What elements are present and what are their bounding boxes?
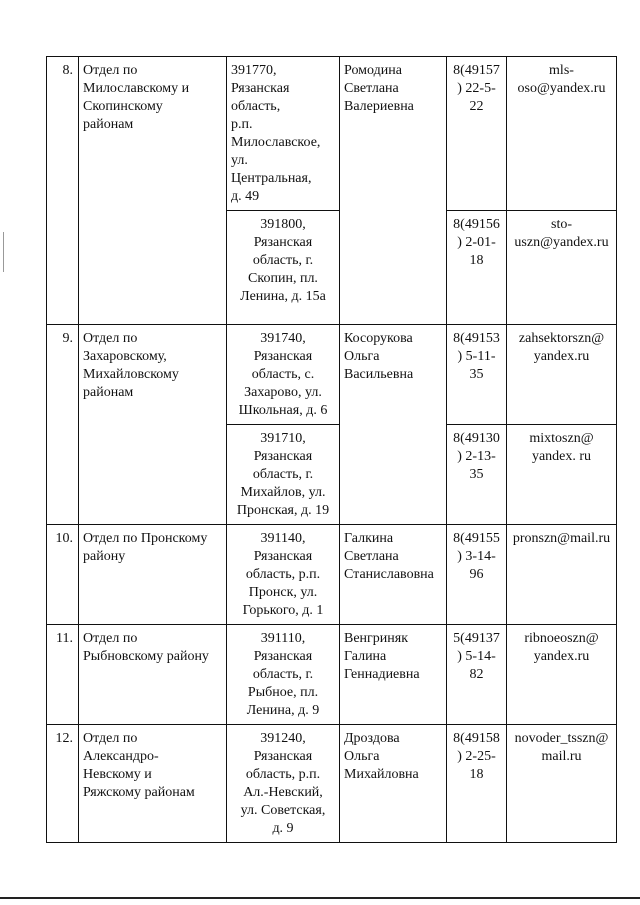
text-line: область, р.п.	[245, 767, 321, 782]
row-number: 8.	[47, 57, 79, 325]
text-line: 35	[469, 367, 484, 382]
text-line: 391770,	[231, 63, 277, 78]
text-line: novoder_tsszn@	[514, 731, 609, 746]
text-line: Галина	[344, 649, 387, 664]
text-line: Васильевна	[344, 367, 414, 382]
text-line: 8(49158	[453, 731, 500, 746]
text-line: ribnoeoszn@	[524, 631, 599, 646]
text-line: Светлана	[344, 81, 399, 96]
text-line: uszn@yandex.ru	[514, 235, 609, 250]
department-name	[79, 625, 227, 725]
text-line: Ольга	[344, 349, 380, 364]
department-address	[227, 325, 340, 425]
text-line: Рязанская	[253, 749, 313, 764]
text-line: Захаровскому,	[83, 349, 167, 364]
text-line: Отдел по Пронскому	[83, 531, 208, 546]
department-address	[227, 625, 340, 725]
department-head	[340, 525, 447, 625]
text-line: Галкина	[344, 531, 394, 546]
text-line: Невскому и	[83, 767, 152, 782]
text-line: д. 49	[231, 189, 260, 204]
text-line: 391710,	[260, 431, 306, 446]
text-line: ) 2-25-	[457, 749, 496, 764]
department-phone	[447, 425, 507, 525]
text-line: ул. Советская,	[240, 803, 326, 818]
department-address	[227, 57, 340, 211]
departments-table	[46, 56, 617, 843]
text-line: область, р.п.	[245, 567, 321, 582]
text-line: Рязанская	[253, 349, 313, 364]
text-line: 22	[469, 99, 484, 114]
text-line: Центральная,	[231, 171, 312, 186]
text-line: Косорукова	[344, 331, 413, 346]
text-line: 8(49156	[453, 217, 500, 232]
text-line: Рыбное, пл.	[247, 685, 319, 700]
text-line: Ал.-Невский,	[243, 785, 323, 800]
text-line: 82	[469, 667, 484, 682]
text-line: область, с.	[251, 367, 315, 382]
table-row	[47, 625, 617, 725]
text-line: Ряжскому районам	[83, 785, 195, 800]
table-row	[47, 57, 617, 211]
department-name	[79, 525, 227, 625]
text-line: 18	[469, 253, 484, 268]
text-line: Отдел по	[83, 631, 138, 646]
text-line: Ольга	[344, 749, 380, 764]
text-line: 391240,	[260, 731, 306, 746]
department-email	[507, 725, 617, 843]
row-number: 11.	[47, 625, 79, 725]
text-line: yandex.ru	[533, 649, 590, 664]
departments-table-body	[47, 57, 617, 843]
text-line: Захарово, ул.	[244, 385, 322, 400]
text-line: Рязанская	[253, 449, 313, 464]
department-head	[340, 625, 447, 725]
text-line: область, г.	[252, 467, 314, 482]
text-line: д. 9	[272, 821, 294, 836]
department-address	[227, 425, 340, 525]
department-phone	[447, 525, 507, 625]
department-phone	[447, 625, 507, 725]
text-line: Михайловскому	[83, 367, 179, 382]
text-line: Милославское,	[231, 135, 321, 150]
text-line: zahsektorszn@	[518, 331, 605, 346]
department-email	[507, 325, 617, 425]
department-email	[507, 525, 617, 625]
department-address	[227, 725, 340, 843]
text-line: районам	[83, 385, 134, 400]
text-line: 8(49153	[453, 331, 500, 346]
text-line: Михайловна	[344, 767, 419, 782]
text-line: Дроздова	[344, 731, 400, 746]
department-email	[507, 57, 617, 211]
text-line: Рязанская	[253, 549, 313, 564]
text-line: 96	[469, 567, 484, 582]
text-line: ) 22-5-	[457, 81, 496, 96]
text-line: Венгриняк	[344, 631, 409, 646]
row-number: 12.	[47, 725, 79, 843]
department-head	[340, 725, 447, 843]
text-line: yandex.ru	[533, 349, 590, 364]
text-line: 391110,	[260, 631, 306, 646]
text-line: 5(49137	[453, 631, 500, 646]
text-line: Рязанская	[231, 81, 290, 96]
text-line: Михайлов, ул.	[240, 485, 326, 500]
text-line: Милославскому и	[83, 81, 190, 96]
department-head	[340, 325, 447, 525]
department-address	[227, 525, 340, 625]
text-line: sto-	[551, 217, 572, 232]
department-email	[507, 625, 617, 725]
text-line: 391800,	[260, 217, 306, 232]
text-line: Ленина, д. 9	[246, 703, 320, 718]
text-line: область, г.	[252, 253, 314, 268]
department-name	[79, 325, 227, 525]
text-line: Валериевна	[344, 99, 414, 114]
text-line: району	[83, 549, 126, 564]
table-row	[47, 325, 617, 425]
row-number: 9.	[47, 325, 79, 525]
text-line: 8(49157	[453, 63, 500, 78]
text-line: Горького, д. 1	[242, 603, 324, 618]
text-line: ) 2-01-	[457, 235, 496, 250]
text-line: Ленина, д. 15а	[240, 289, 326, 304]
text-line: 8(49155	[453, 531, 500, 546]
department-name	[79, 725, 227, 843]
text-line: Пронская, д. 19	[236, 503, 330, 518]
text-line: Пронск, ул.	[248, 585, 318, 600]
text-line: область, г.	[252, 667, 314, 682]
text-line: Скопинскому	[83, 99, 163, 114]
department-address	[227, 211, 340, 325]
text-line: 391740,	[260, 331, 306, 346]
text-line: 8(49130	[453, 431, 500, 446]
department-head	[340, 57, 447, 325]
text-line: Рыбновскому району	[83, 649, 209, 664]
text-line: Отдел по	[83, 731, 138, 746]
text-line: mls-	[549, 63, 574, 78]
department-email	[507, 425, 617, 525]
text-line: ул.	[231, 153, 248, 168]
text-line: область,	[231, 99, 281, 114]
text-line: pronszn@mail.ru	[512, 531, 611, 546]
text-line: ) 5-14-	[457, 649, 496, 664]
text-line: ) 5-11-	[457, 349, 496, 364]
text-line: Светлана	[344, 549, 399, 564]
margin-mark	[3, 232, 4, 272]
department-phone	[447, 211, 507, 325]
text-line: mixtoszn@	[529, 431, 594, 446]
department-phone	[447, 57, 507, 211]
text-line: ) 2-13-	[457, 449, 496, 464]
text-line: Отдел по	[83, 331, 138, 346]
row-number: 10.	[47, 525, 79, 625]
text-line: Геннадиевна	[344, 667, 420, 682]
text-line: Рязанская	[253, 235, 313, 250]
text-line: ) 3-14-	[457, 549, 496, 564]
table-row	[47, 525, 617, 625]
text-line: Отдел по	[83, 63, 138, 78]
text-line: 18	[469, 767, 484, 782]
table-row	[47, 725, 617, 843]
text-line: р.п.	[231, 117, 253, 132]
department-phone	[447, 725, 507, 843]
text-line: mail.ru	[541, 749, 582, 764]
page-bottom-rule	[0, 897, 640, 899]
text-line: Скопин, пл.	[248, 271, 318, 286]
department-email	[507, 211, 617, 325]
department-phone	[447, 325, 507, 425]
text-line: 35	[469, 467, 484, 482]
text-line: Александро-	[83, 749, 159, 764]
department-name	[79, 57, 227, 325]
text-line: Станиславовна	[344, 567, 434, 582]
text-line: 391140,	[260, 531, 306, 546]
text-line: yandex. ru	[531, 449, 592, 464]
text-line: Ромодина	[344, 63, 402, 78]
text-line: районам	[83, 117, 134, 132]
text-line: oso@yandex.ru	[517, 81, 606, 96]
text-line: Школьная, д. 6	[238, 403, 328, 418]
text-line: Рязанская	[253, 649, 313, 664]
